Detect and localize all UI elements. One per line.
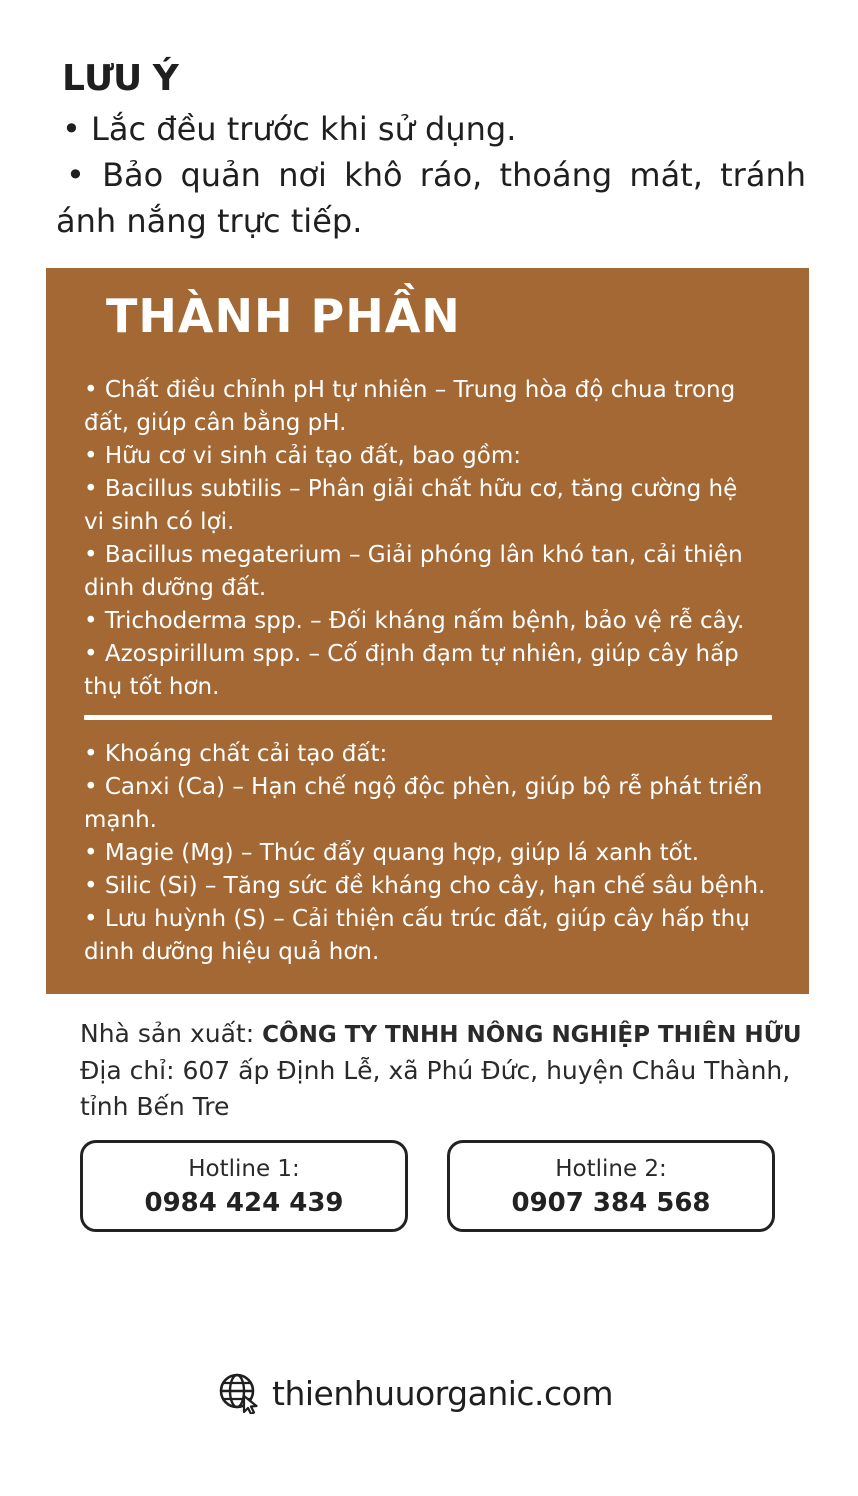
- ingredient-line: • Canxi (Ca) – Hạn chế ngộ độc phèn, giúp bộ rễ phát triển: [84, 774, 763, 800]
- ingredient-line: • Magie (Mg) – Thúc đẩy quang hợp, giúp lá xanh tốt.: [84, 840, 700, 866]
- note-title: LƯU Ý: [62, 58, 178, 99]
- hotline-1-box[interactable]: [80, 1140, 408, 1232]
- ingredient-line: • Azospirillum spp. – Cố định đạm tự nhiên, giúp cây hấp: [84, 641, 739, 667]
- ingredient-line: đất, giúp cân bằng pH.: [84, 410, 347, 436]
- ingredients-title: THÀNH PHẦN: [106, 289, 461, 343]
- ingredient-line: • Lưu huỳnh (S) – Cải thiện cấu trúc đất, giúp cây hấp thụ: [84, 906, 750, 932]
- ingredient-line: • Silic (Si) – Tăng sức đề kháng cho cây, hạn chế sâu bệnh.: [84, 873, 766, 899]
- globe-cursor-icon: [218, 1372, 260, 1414]
- ingredients-divider: [84, 715, 772, 720]
- manufacturer-label: Nhà sản xuất:: [80, 1019, 255, 1048]
- address-line-1: Địa chỉ: 607 ấp Định Lễ, xã Phú Đức, huyện Châu Thành,: [80, 1056, 791, 1085]
- hotline-2-label: Hotline 2:: [555, 1156, 667, 1182]
- ingredients-panel: [46, 268, 809, 994]
- note-section: [56, 56, 806, 244]
- website-link[interactable]: [218, 1368, 613, 1418]
- ingredient-line: dinh dưỡng đất.: [84, 575, 267, 601]
- manufacturer-name: CÔNG TY TNHH NÔNG NGHIỆP THIÊN HỮU: [262, 1022, 802, 1048]
- ingredient-line: dinh dưỡng hiệu quả hơn.: [84, 939, 380, 965]
- website-url[interactable]: thienhuuorganic.com: [272, 1373, 614, 1413]
- manufacturer-line: [80, 1016, 800, 1053]
- hotline-1-number[interactable]: 0984 424 439: [144, 1188, 344, 1218]
- ingredient-line: mạnh.: [84, 807, 157, 833]
- address-line-2: tỉnh Bến Tre: [80, 1092, 230, 1121]
- ingredient-line: • Chất điều chỉnh pH tự nhiên – Trung hòa độ chua trong: [84, 377, 736, 403]
- note-item-shake: • Lắc đều trước khi sử dụng.: [62, 110, 517, 148]
- note-item-storage: • Bảo quản nơi khô ráo, thoáng mát, tránh ánh nắng trực tiếp.: [56, 156, 806, 240]
- ingredient-line: • Trichoderma spp. – Đối kháng nấm bệnh, bảo vệ rễ cây.: [84, 608, 745, 634]
- ingredients-group-minerals: [84, 738, 789, 969]
- ingredient-line: • Hữu cơ vi sinh cải tạo đất, bao gồm:: [84, 443, 521, 469]
- ingredient-line: thụ tốt hơn.: [84, 674, 220, 700]
- ingredient-line: • Khoáng chất cải tạo đất:: [84, 741, 388, 767]
- hotline-2-number[interactable]: 0907 384 568: [511, 1188, 711, 1218]
- hotline-1-label: Hotline 1:: [188, 1156, 300, 1182]
- hotline-2-box[interactable]: [447, 1140, 775, 1232]
- ingredient-line: • Bacillus megaterium – Giải phóng lân khó tan, cải thiện: [84, 542, 743, 568]
- ingredient-line: vi sinh có lợi.: [84, 509, 235, 535]
- ingredients-group-microbial: [84, 374, 789, 704]
- company-info: [80, 1016, 800, 1125]
- ingredient-line: • Bacillus subtilis – Phân giải chất hữu cơ, tăng cường hệ: [84, 476, 738, 502]
